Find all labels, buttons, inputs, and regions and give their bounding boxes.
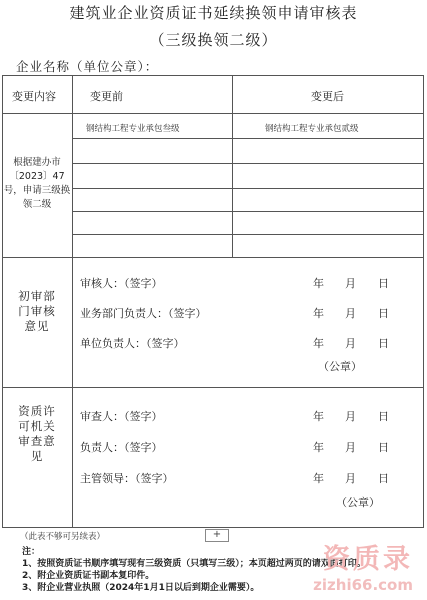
date-day: 日 <box>378 337 389 350</box>
official-seal-label: （公章） <box>336 496 380 509</box>
site-watermark <box>313 537 413 594</box>
header-before: 变更前 <box>90 90 123 103</box>
note-1: 1、按照资质证书顺序填写现有三级资质（只填写三级）；本页超过两页的请双面打印。 <box>22 559 366 569</box>
unit-head-signature: 单位负责人：（签字） <box>80 337 185 350</box>
date-day: 日 <box>378 472 389 485</box>
page-subtitle: （三级换领二级） <box>149 31 278 49</box>
before-value: 钢结构工程专业承包叁级 <box>86 124 180 134</box>
date-month: 月 <box>345 277 356 290</box>
date-month: 月 <box>345 307 356 320</box>
notes-heading: 注： <box>22 547 41 557</box>
date-day: 日 <box>378 441 389 454</box>
watermark-logo-text: 资质录 <box>323 544 413 575</box>
note-3: 3、附企业营业执照（2024年1月1日以后到期企业需要）。 <box>22 583 260 593</box>
watermark-url: zizhi66.com <box>313 576 413 594</box>
header-after: 变更后 <box>311 90 344 103</box>
responsible-signature: 负责人：（签字） <box>80 441 163 454</box>
date-year: 年 <box>313 277 324 290</box>
page-title: 建筑业企业资质证书延续换领申请审核表 <box>69 4 358 22</box>
date-day: 日 <box>378 277 389 290</box>
date-year: 年 <box>313 410 324 423</box>
date-year: 年 <box>313 307 324 320</box>
initial-review-label: 初审部门审核意见 <box>18 289 56 333</box>
date-month: 月 <box>345 337 356 350</box>
date-day: 日 <box>378 410 389 423</box>
dept-head-signature: 业务部门负责人：（签字） <box>80 307 207 320</box>
date-year: 年 <box>313 441 324 454</box>
reviewer-signature: 审核人：（签字） <box>80 277 163 290</box>
date-year: 年 <box>313 472 324 485</box>
official-seal-label: （公章） <box>318 360 362 373</box>
date-day: 日 <box>378 307 389 320</box>
examiner-signature: 审查人：（签字） <box>80 410 163 423</box>
add-row-button[interactable]: + <box>205 529 229 542</box>
date-month: 月 <box>345 410 356 423</box>
date-year: 年 <box>313 337 324 350</box>
company-name-label: 企业名称（单位公章）： <box>16 59 159 74</box>
date-month: 月 <box>345 472 356 485</box>
change-basis: 根据建办市〔2023〕47号，申请三级换领二级 <box>3 157 71 210</box>
continuation-note: （此表不够可另续表） <box>20 532 106 542</box>
after-value: 钢结构工程专业承包贰级 <box>265 124 359 134</box>
date-month: 月 <box>345 441 356 454</box>
leader-signature: 主管领导：（签字） <box>80 472 174 485</box>
note-2: 2、附企业资质证书副本复印件。 <box>22 571 155 581</box>
authority-review-label: 资质许可机关审查意见 <box>18 404 56 463</box>
header-change-content: 变更内容 <box>12 90 56 103</box>
